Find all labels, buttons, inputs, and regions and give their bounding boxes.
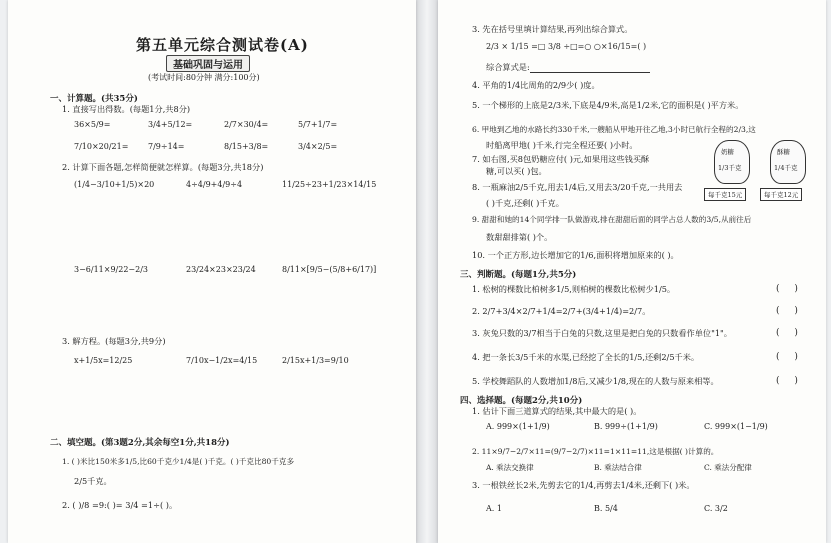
fill-question-9-cont: 数甜甜排第( )个。 [486,232,553,242]
oral-item: 7/10×20/21= [74,142,129,151]
oral-item: 2/7×30/4= [224,120,269,129]
fill-question-8: 8. 一瓶麻油2/5千克,用去1/4后,又用去3/20千克,一共用去 [472,182,683,192]
fill-question-1: 1. ( )米比150米多1/5,比60千克少1/4是( )千克。( )千克比80千克多 [62,457,295,466]
section-choice: 四、选择题。(每题2分,共10分) [460,396,583,406]
simplify-item: (1/4−3/10+1/5)×20 [74,180,155,189]
judge-answer-4[interactable]: ( ) [776,352,804,362]
page-title: 第五单元综合测试卷(A) [136,36,309,54]
fill-question-5: 5. 一个梯形的上底是2/3米,下底是4/9米,高是1/2米,它的面积是( )平方米。 [472,100,744,110]
judge-answer-2[interactable]: ( ) [776,306,804,316]
judge-answer-1[interactable]: ( ) [776,284,804,294]
choice-1-option-c[interactable]: C. 999×(1−1/9) [704,422,768,431]
oral-item: 7/9÷14= [148,142,185,151]
choice-question-2: 2. 11×9/7−2/7×11=(9/7−2/7)×11=1×11=11,这是根据( )计算的。 [472,447,719,456]
fill-question-2: 2. ( )/8 =9:( )= 3/4 =1÷( )。 [62,500,178,510]
simplify-item: 4÷4/9+4/9÷4 [186,180,243,189]
equation-item: 7/10x−1/2x=4/15 [186,356,258,365]
choice-3-option-c[interactable]: C. 3/2 [704,504,728,513]
answer-line[interactable] [530,64,650,73]
fill-question-6: 6. 甲地到乙地的水路长约330千米,一艘船从甲地开往乙地,3小时已航行全程的2/3,这 [472,125,756,134]
choice-2-option-b[interactable]: B. 乘法结合律 [594,463,642,472]
crisp-candy-price: 每千克12元 [760,188,802,201]
choice-2-option-a[interactable]: A. 乘法交换律 [486,463,534,472]
equation-item: x+1/5x=12/25 [74,356,133,365]
simplify-item: 11/25÷23+1/23×14/15 [282,180,377,189]
fill-question-3-equation: 2/3 × 1/15 =□ 3/8 ÷□=○ ○×16/15=( ) [486,42,647,51]
crisp-candy-bag [770,140,806,184]
milk-candy-bag [714,140,750,184]
oral-item: 3/4×2/5= [298,142,338,151]
choice-2-option-c[interactable]: C. 乘法分配律 [704,463,752,472]
judge-answer-3[interactable]: ( ) [776,328,804,338]
milk-candy-weight: 1/3千克 [718,164,742,172]
page-subtitle: 基础巩固与运用 [166,55,250,72]
combined-formula-label: 综合算式是: [486,62,650,73]
judge-item-5: 5. 学校舞蹈队的人数增加1/8后,又减少1/8,现在的人数与原来相等。 [472,376,719,386]
fill-question-7: 7. 如右图,买8包奶糖应付( )元,如果用这些钱买酥 [472,154,650,164]
judge-item-2: 2. 2/7+3/4×2/7+1/4=2/7+(3/4+1/4)=2/7。 [472,306,651,316]
simplify-item: 8/11×[9/5−(5/8+6/17)] [282,265,377,274]
choice-1-option-a[interactable]: A. 999×(1+1/9) [486,422,550,431]
section-fill-blank: 二、填空题。(第3题2分,其余每空1分,共18分) [50,438,230,448]
fill-question-1-cont: 2/5千克。 [74,476,112,486]
fill-question-10: 10. 一个正方形,边长增加它的1/6,面积将增加原来的( )。 [472,250,679,260]
equation-item: 2/15x+1/3=9/10 [282,356,349,365]
fill-question-9: 9. 甜甜和她的14个同学排一队做游戏,排在甜甜后面的同学占总人数的3/5,从前往后 [472,215,752,224]
judge-item-3: 3. 灰兔只数的3/7相当于白兔的只数,这里是把白兔的只数看作单位"1"。 [472,328,732,338]
left-page [8,0,416,543]
book-spine [416,0,438,543]
choice-question-3: 3. 一根铁丝长2米,先剪去它的1/4,再剪去1/4米,还剩下( )米。 [472,480,695,490]
fill-question-6-cont: 时船离甲地( )千米,行完全程还要( )小时。 [486,140,638,150]
oral-item: 5/7+1/7= [298,120,338,129]
right-page [438,0,826,543]
judge-item-1: 1. 松树的棵数比柏树多1/5,则柏树的棵数比松树少1/5。 [472,284,676,294]
choice-3-option-a[interactable]: A. 1 [486,504,502,513]
exam-meta: (考试时间:80分钟 满分:100分) [148,73,260,82]
fill-question-3: 3. 先在括号里填计算结果,再列出综合算式。 [472,24,633,34]
milk-candy-price: 每千克15元 [704,188,746,201]
fill-question-8-cont: ( )千克,还剩( )千克。 [486,198,564,208]
section-calculation: 一、计算题。(共35分) [50,94,138,104]
simplify-item: 3−6/11×9/22−2/3 [74,265,149,274]
choice-3-option-b[interactable]: B. 5/4 [594,504,618,513]
choice-1-option-b[interactable]: B. 999÷(1+1/9) [594,422,658,431]
crisp-candy-weight: 1/4千克 [774,164,798,172]
judge-item-4: 4. 把一条长3/5千米的水渠,已经挖了全长的1/5,还剩2/5千米。 [472,352,700,362]
simplify-item: 23/24×23×23/24 [186,265,256,274]
choice-question-1: 1. 估计下面三道算式的结果,其中最大的是( )。 [472,406,642,416]
question-1-heading: 1. 直接写出得数。(每题1分,共8分) [62,104,191,114]
oral-item: 8/15+3/8= [224,142,269,151]
milk-candy-label: 奶糖 [721,148,734,156]
question-3-heading: 3. 解方程。(每题3分,共9分) [62,336,166,346]
question-2-heading: 2. 计算下面各题,怎样简便就怎样算。(每题3分,共18分) [62,162,264,172]
fill-question-4: 4. 平角的1/4比周角的2/9少( )度。 [472,80,600,90]
section-judgement: 三、判断题。(每题1分,共5分) [460,270,577,280]
judge-answer-5[interactable]: ( ) [776,376,804,386]
oral-item: 36×5/9= [74,120,111,129]
fill-question-7-cont: 糖,可以买( )包。 [486,166,547,176]
crisp-candy-label: 酥糖 [777,148,790,156]
oral-item: 3/4+5/12= [148,120,193,129]
